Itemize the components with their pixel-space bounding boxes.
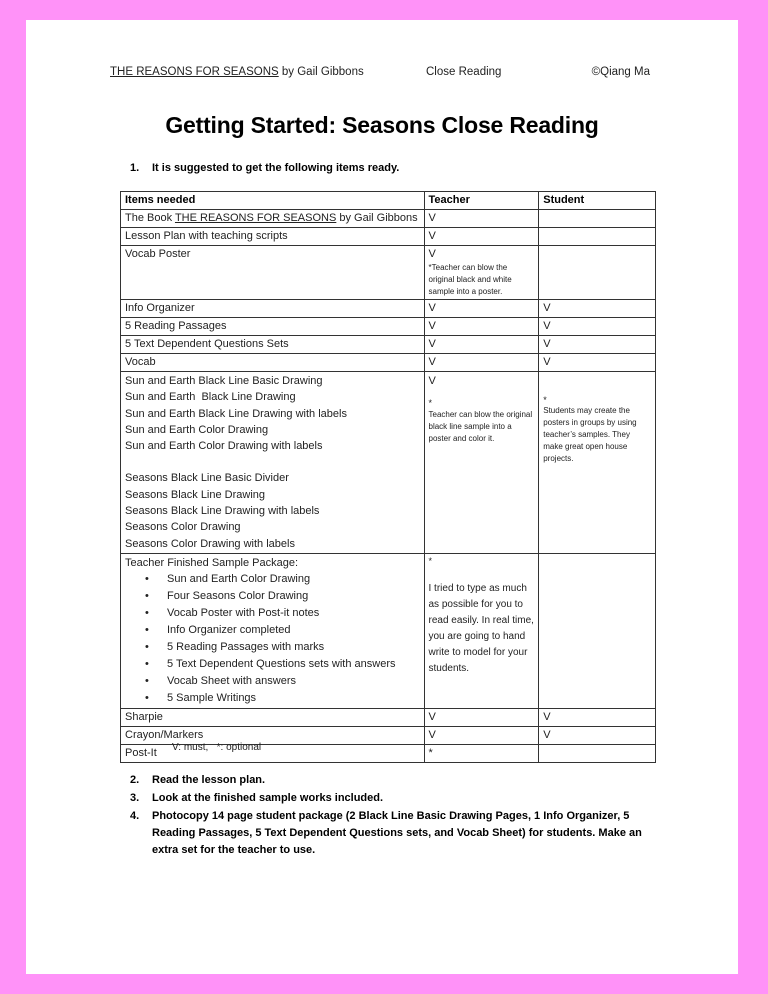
header-book-title: THE REASONS FOR SEASONS <box>110 66 279 78</box>
student-cell <box>539 372 656 554</box>
header-book-author: by Gail Gibbons <box>278 66 364 78</box>
student-star: * <box>543 395 547 405</box>
table-header-row <box>121 192 656 210</box>
step-text: It is suggested to get the following items ready. <box>152 162 400 174</box>
student-note: Students may create the posters in groups by using teacher’s samples. They make great open house projects. <box>543 406 637 463</box>
teacher-mark: V <box>428 375 436 387</box>
teacher-note: I tried to type as much as possible for you to read easily. In real time, you are going to hand write to model for your students. <box>428 582 534 674</box>
item-cell: Lesson Plan with teaching scripts <box>121 228 425 246</box>
step-number: 3. <box>130 792 140 804</box>
item-cell: Vocab <box>121 354 425 372</box>
student-cell <box>539 210 656 228</box>
teacher-cell: V <box>424 228 539 246</box>
step-number: 4. <box>130 810 140 822</box>
table-row <box>121 708 656 726</box>
teacher-note: Teacher can blow the original black line sample into a poster and color it. <box>428 410 533 443</box>
table-row <box>121 318 656 336</box>
step-text: Read the lesson plan. <box>152 774 266 786</box>
drawing-item: Seasons Color Drawing <box>125 521 241 534</box>
step-text: Photocopy 14 page student package (2 Black Line Basic Drawing Pages, 1 Info Organizer, 5 Reading Passages, 5 Text Dependent Questions sets, and Vocab Sheet) for students. Make an extra set for the teacher to use. <box>152 810 642 856</box>
package-item: • 5 Reading Passages with marks <box>145 639 420 656</box>
step-1 <box>130 162 399 174</box>
item-cell <box>121 372 425 554</box>
table-row-sample-package <box>121 553 656 708</box>
teacher-star: * <box>428 555 433 566</box>
document-page <box>26 20 738 974</box>
table-row <box>121 336 656 354</box>
student-cell: V <box>539 726 656 744</box>
item-book-title: THE REASONS FOR SEASONS <box>174 212 337 224</box>
drawing-item: Seasons Color Drawing with labels <box>125 537 295 550</box>
step-number: 2. <box>130 774 140 786</box>
items-table <box>120 191 656 763</box>
drawing-item: Sun and Earth Color Drawing with labels <box>125 440 323 453</box>
table-row <box>121 354 656 372</box>
teacher-mark: V <box>428 248 436 260</box>
drawing-item: Seasons Black Line Drawing <box>125 488 266 501</box>
teacher-cell: V <box>424 300 539 318</box>
teacher-cell: V <box>424 708 539 726</box>
drawing-item: Sun and Earth Black Line Drawing with labels <box>125 407 347 420</box>
drawing-item: Seasons Black Line Drawing with labels <box>125 505 320 518</box>
teacher-cell: V <box>424 318 539 336</box>
student-cell: V <box>539 336 656 354</box>
teacher-cell: V <box>424 726 539 744</box>
package-list <box>125 571 420 707</box>
package-item: • Info Organizer completed <box>145 622 420 639</box>
package-item: • 5 Sample Writings <box>145 690 420 707</box>
item-cell <box>121 553 425 708</box>
steps-list <box>130 772 670 860</box>
header-book <box>110 66 364 78</box>
table-row <box>121 210 656 228</box>
step-3 <box>130 790 670 807</box>
step-number: 1. <box>130 162 140 174</box>
column-header-student: Student <box>539 192 656 210</box>
teacher-cell: * <box>424 744 539 762</box>
table-row <box>121 300 656 318</box>
table-row-drawings <box>121 372 656 554</box>
student-cell <box>539 744 656 762</box>
column-header-items: Items needed <box>121 192 425 210</box>
item-cell: Vocab Poster <box>121 246 425 300</box>
package-item: • Four Seasons Color Drawing <box>145 588 420 605</box>
table-legend: V: must, *: optional <box>172 742 262 753</box>
table-row <box>121 228 656 246</box>
package-title: Teacher Finished Sample Package: <box>125 556 299 569</box>
drawing-item: Sun and Earth Color Drawing <box>125 423 269 436</box>
package-item: • Vocab Poster with Post-it notes <box>145 605 420 622</box>
column-header-teacher: Teacher <box>424 192 539 210</box>
item-cell: Crayon/Markers <box>121 726 425 744</box>
student-cell <box>539 228 656 246</box>
header-center: Close Reading <box>426 66 502 78</box>
item-cell: 5 Text Dependent Questions Sets <box>121 336 425 354</box>
student-cell <box>539 246 656 300</box>
step-4 <box>130 808 670 859</box>
item-cell: Sharpie <box>121 708 425 726</box>
drawing-item: Sun and Earth Black Line Drawing <box>125 391 296 404</box>
teacher-cell: V <box>424 354 539 372</box>
table-row <box>121 246 656 300</box>
student-cell <box>539 553 656 708</box>
student-cell: V <box>539 300 656 318</box>
page-title: Getting Started: Seasons Close Reading <box>165 112 599 138</box>
item-text: by Gail Gibbons <box>336 212 418 224</box>
drawing-item: Sun and Earth Black Line Basic Drawing <box>125 375 323 387</box>
page-header <box>110 66 650 82</box>
teacher-cell: V <box>424 336 539 354</box>
drawing-item: Seasons Black Line Basic Divider <box>125 472 289 485</box>
package-item: • Vocab Sheet with answers <box>145 673 420 690</box>
student-cell: V <box>539 318 656 336</box>
teacher-note: *Teacher can blow the original black and white sample into a poster. <box>428 263 512 296</box>
student-cell: V <box>539 708 656 726</box>
item-cell: Info Organizer <box>121 300 425 318</box>
student-cell: V <box>539 354 656 372</box>
item-cell <box>121 210 425 228</box>
teacher-star: * <box>428 398 433 408</box>
teacher-cell <box>424 246 539 300</box>
teacher-cell: V <box>424 210 539 228</box>
item-text: The Book <box>125 212 175 224</box>
step-text: Look at the finished sample works included. <box>152 792 384 804</box>
step-2 <box>130 772 670 789</box>
header-copyright: ©Qiang Ma <box>591 66 650 78</box>
teacher-cell <box>424 372 539 554</box>
package-item: • 5 Text Dependent Questions sets with answers <box>145 656 420 673</box>
spacer <box>125 454 420 470</box>
item-cell: Post-It <box>121 744 425 762</box>
package-item: • Sun and Earth Color Drawing <box>145 571 420 588</box>
teacher-cell <box>424 553 539 708</box>
item-cell: 5 Reading Passages <box>121 318 425 336</box>
